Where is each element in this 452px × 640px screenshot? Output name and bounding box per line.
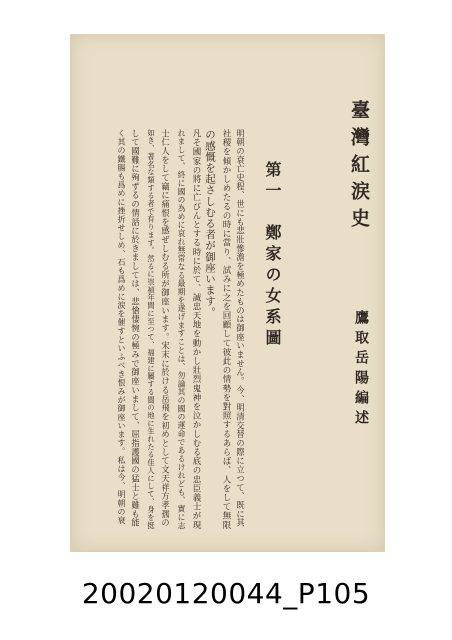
body-column: 社稷を傾かしめたるの時に當り、試みに之を回顧して彼此の情勢を對照するあらば、人をして無限 <box>221 129 231 530</box>
book-page <box>70 34 385 552</box>
chapter-heading: 第一 鄭家の女系圖 <box>263 161 282 350</box>
image-caption: 20020120044_P105 <box>81 577 371 610</box>
body-column: の感慨を起さしむる者が御座います。 <box>204 129 216 318</box>
body-column: 明朝の衰亡史程、世にも悲壯慘澹を極めたものは御座いません。今、明清交替の際に立つて、既に其 <box>236 129 246 528</box>
body-column: く其の鐵腸も爲めに挫折せしめ、石も爲めに涙を催すといふべき恨みが御座います。私は今、明朝の衰 <box>117 129 126 525</box>
book-title: 臺灣紅涙史 <box>348 100 370 235</box>
body-column: して國難に殉ずるの情話に於きましては、悲愴悽惋の極みで御座いまして、屈指護國の猛士と雖も能 <box>131 129 141 528</box>
body-column: れまして、終に國の為めに哀れ無常なる最期を遂げますことは、勿論其の國の運命であるけれども、實に志 <box>177 129 186 530</box>
body-column: 士仁人をして竊に痛恨を感ぜしむる所が御座います。宋末に於ける岳飛を初めとして文天祥方孝孺の <box>161 129 171 528</box>
author-line: 鷹取岳陽編述 <box>353 310 369 430</box>
body-column: 凡そ國家の將に亡びんとする時に於て、誠忠天地を動かし壯烈鬼神を泣かしむる底の忠臣義士が現 <box>191 129 201 530</box>
body-column: 如き、著名な類する者で有ります。然るに崇禎年間に至つて、福建に屬する閩の地に生れたる佳人にして、身を挺 <box>147 129 156 530</box>
